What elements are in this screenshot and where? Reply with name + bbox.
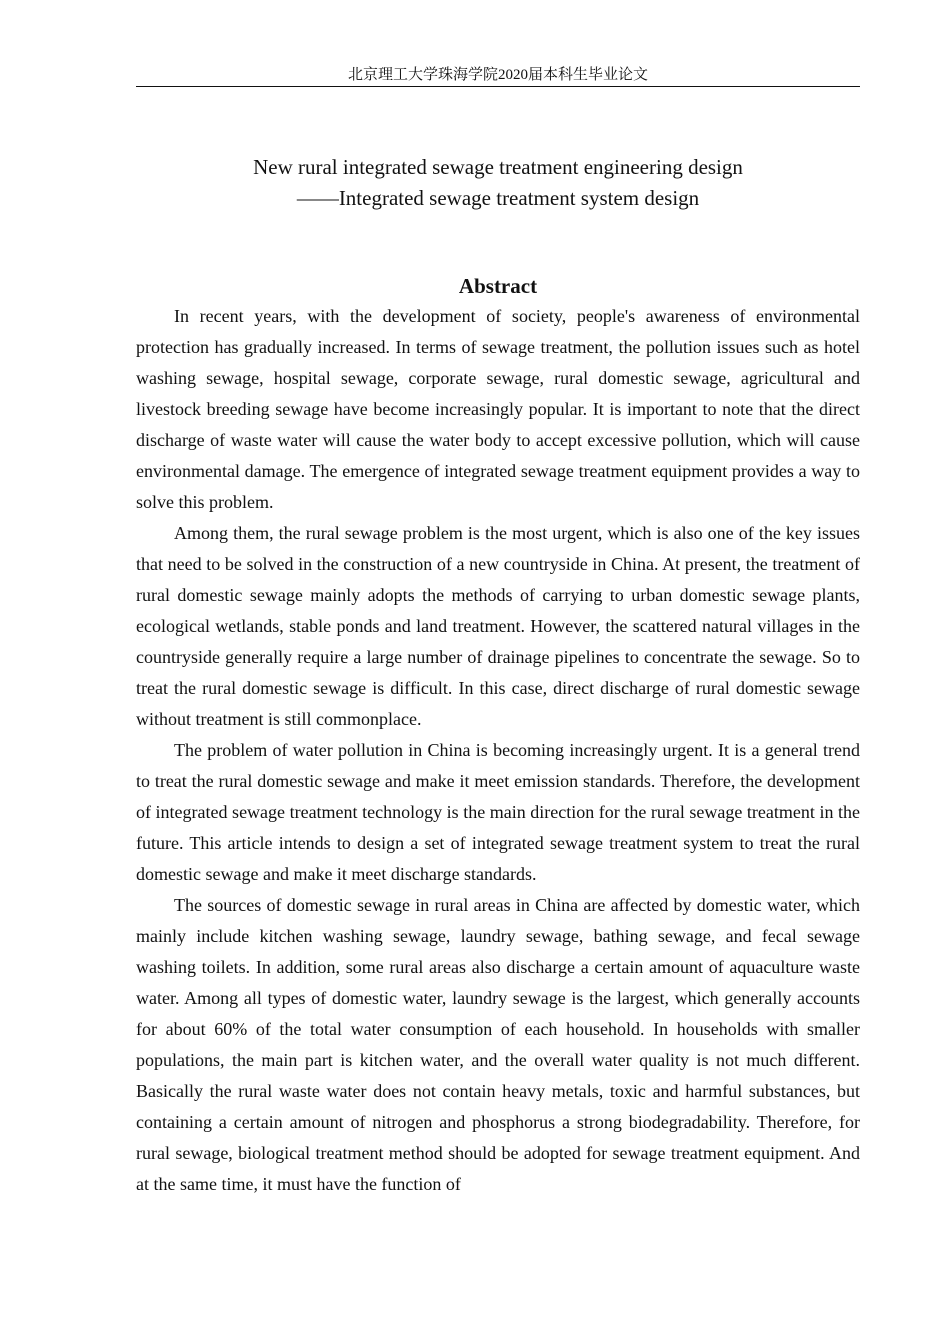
running-header: 北京理工大学珠海学院2020届本科生毕业论文 (347, 67, 648, 83)
title-line-subtitle: ——Integrated sewage treatment system design (296, 186, 700, 210)
abstract-paragraph-4: The sources of domestic sewage in rural areas in China are affected by domestic water, which mainly include kitchen washing sewage, laundry sewage, bathing sewage, and fecal sewage washing toilets. In addition, some rural areas also discharge a certain amount of aquaculture waste water. Among all types of domestic water, laundry sewage is the largest, which generally accounts for about 60% of the total water consumption of each household. In households with smaller populations, the main part is kitchen water, and the overall water quality is not much different. Basically the rural waste water does not contain heavy metals, toxic and harmful substances, but containing a certain amount of nitrogen and phosphorus a strong biodegradability. Therefore, for rural sewage, biological treatment method should be adopted for sewage treatment equipment. And at the same time, it must have the function of (136, 895, 860, 1194)
abstract-paragraph-1: In recent years, with the development of society, people's awareness of environmental protection has gradually increased. In terms of sewage treatment, the pollution issues such as hotel washing sewage, hospital sewage, corporate sewage, rural domestic sewage, agricultural and livestock breeding sewage have become increasingly popular. It is important to note that the direct discharge of waste water will cause the water body to accept excessive pollution, which will cause environmental damage. The emergence of integrated sewage treatment equipment provides a way to solve this problem. (136, 306, 860, 512)
abstract-body (136, 301, 860, 1200)
abstract-paragraph-3: The problem of water pollution in China is becoming increasingly urgent. It is a general trend to treat the rural domestic sewage and make it meet emission standards. Therefore, the development of integrated sewage treatment technology is the main direction for the rural sewage treatment in the future. This article intends to design a set of integrated sewage treatment system to treat the rural domestic sewage and make it meet discharge standards. (136, 740, 860, 884)
header-rule (136, 86, 860, 87)
thesis-title (136, 152, 860, 214)
abstract-heading: Abstract (458, 274, 538, 298)
title-line-main: New rural integrated sewage treatment engineering design (253, 155, 743, 179)
abstract-paragraph-2: Among them, the rural sewage problem is the most urgent, which is also one of the key issues that need to be solved in the construction of a new countryside in China. At present, the treatment of rural domestic sewage mainly adopts the methods of carrying to urban domestic sewage plants, ecological wetlands, stable ponds and land treatment. However, the scattered natural villages in the countryside generally require a large number of drainage pipelines to concentrate the sewage. So to treat the rural domestic sewage is difficult. In this case, direct discharge of rural domestic sewage without treatment is still commonplace. (136, 523, 860, 729)
